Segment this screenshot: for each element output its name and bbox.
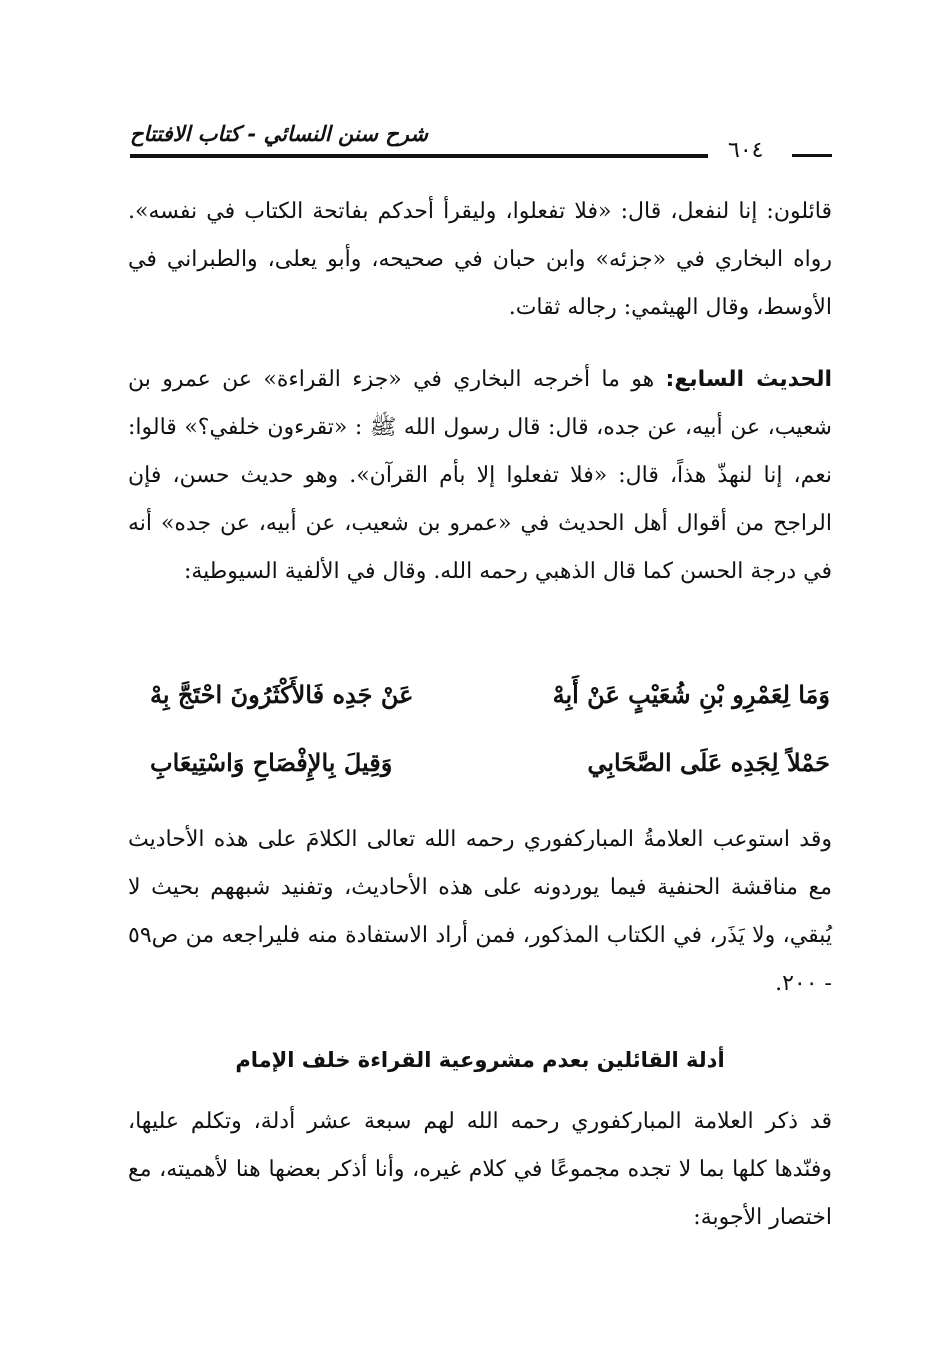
running-header (130, 118, 840, 168)
paragraph-2 (128, 356, 832, 596)
section-heading: أدلة القائلين بعدم مشروعية القراءة خلف الإمام (235, 1048, 725, 1072)
paragraph-2-lead: الحديث السابع: (665, 367, 832, 392)
verse-line-1 (150, 680, 830, 736)
paragraph-2-body: هو ما أخرجه البخاري في «جزء القراءة» عن عمرو بن شعيب، عن أبيه، عن جده، قال: قال رسول الله ﷺ : «تقرءون خلفي؟» قالوا: نعم، إنا لنهذّ هذاً، قال: «فلا تفعلوا إلا بأم القرآن». وهو حديث حسن، فإن الراجح من أقوال أهل الحديث في «عمرو بن شعيب، عن أبيه، عن جده» أنه في درجة الحسن كما قال الذهبي رحمه الله. وقال في الألفية السيوطية: (128, 367, 832, 584)
paragraph-3: وقد استوعب العلامةُ المباركفوري رحمه الله تعالى الكلامَ على هذه الأحاديث مع مناقشة الحنفية فيما يوردونه على هذه الأحاديث، وتفنيد شبههم بحيث لا يُبقي، ولا يَذَر، في الكتاب المذكور، فمن أراد الاستفادة منه فليراجعه من ص٥٩ - ٢٠٠. (128, 827, 832, 996)
verse-line-1-second-hemistich: عَنْ جَدِه فَالأَكْثَرُونَ احْتَجَّ بِهْ (150, 680, 414, 709)
page-number-dash (792, 154, 832, 157)
header-title: شرح سنن النسائي - كتاب الافتتاح (130, 122, 428, 146)
verse-line-2-first-hemistich: حَمْلاً لِجَدِه عَلَى الصَّحَابِي (587, 748, 830, 777)
verse-line-2 (150, 748, 830, 804)
page-number: ٦٠٤ (728, 138, 764, 163)
header-rule (130, 154, 708, 158)
paragraph-4: قد ذكر العلامة المباركفوري رحمه الله لهم سبعة عشر أدلة، وتكلم عليها، وفنّدها كلها بما لا تجده مجموعًا في كلام غيره، وأنا أذكر بعضها هنا لأهميته، مع اختصار الأجوبة: (128, 1109, 832, 1230)
verse-line-1-first-hemistich: وَمَا لِعَمْرِو بْنِ شُعَيْبٍ عَنْ أَبِهْ (552, 680, 830, 709)
verse-line-2-second-hemistich: وَقِيلَ بِالإِفْصَاحِ وَاسْتِيعَابِ (150, 748, 393, 777)
paragraph-1: قائلون: إنا لنفعل، قال: «فلا تفعلوا، وليقرأ أحدكم بفاتحة الكتاب في نفسه». رواه البخاري في «جزئه» وابن حبان في صحيحه، وأبو يعلى، والطبراني في الأوسط، وقال الهيثمي: رجاله ثقات. (128, 199, 832, 320)
